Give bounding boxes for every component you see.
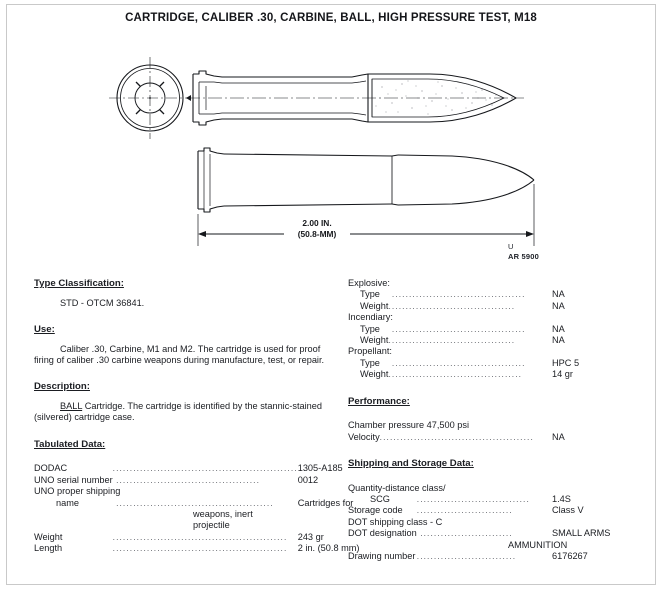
components-table [348, 278, 648, 381]
row-value-continuation [348, 540, 648, 551]
quantity-distance-label: Quantity-distance class/ [348, 482, 446, 493]
table-row [348, 346, 648, 357]
chamber-pressure-line: Chamber pressure 47,500 psi [348, 420, 470, 431]
row-label: Velocity [348, 431, 380, 442]
performance-table [348, 432, 648, 443]
table-row [348, 358, 648, 369]
heading-shipping-storage: Shipping and Storage Data: [348, 458, 474, 470]
dot-leader: ................................................... [112, 531, 288, 542]
row-value: 1.4S [552, 494, 571, 505]
row-label: Weight [34, 531, 63, 542]
table-row [348, 432, 648, 443]
dot-shipping-class-line: DOT shipping class - C [348, 516, 443, 527]
row-value: NA [552, 431, 565, 442]
heading-tabulated-data: Tabulated Data: [34, 438, 106, 450]
description-text: Cartridge. The cartridge is identified by the stannic-stained (silvered) cartridge case. [34, 401, 322, 423]
table-row [34, 475, 402, 486]
dot-leader: .............................................. [112, 497, 274, 508]
row-label: UNO serial number [34, 474, 113, 485]
dot-leader: ........................... [416, 528, 513, 539]
row-value: 2 in. (50.8 mm) [297, 543, 360, 554]
heading-type-classification: Type Classification: [34, 278, 124, 289]
table-row [348, 494, 648, 505]
table-row [34, 463, 402, 474]
dot-leader: ....................................... [388, 357, 526, 368]
type-classification-body: STD - OTCM 36841. [60, 297, 145, 308]
continuation-line: weapons, inert [193, 509, 253, 520]
figure-reference [508, 242, 539, 261]
shipping-storage-table [348, 483, 648, 563]
continuation-line: projectile [193, 520, 230, 531]
row-label: Storage code [348, 505, 403, 516]
row-label: Weight [360, 300, 389, 311]
table-row [348, 505, 648, 516]
figure-reference-number: AR 5900 [508, 251, 540, 261]
row-value: SMALL ARMS [552, 528, 611, 539]
table-row [348, 312, 648, 323]
description-body [34, 401, 334, 424]
dimension-label-inches: 2.00 IN. [302, 218, 332, 228]
headstamp-end-view [109, 57, 191, 139]
row-value: NA [552, 323, 565, 334]
group-heading-incendiary: Incendiary: [348, 312, 393, 323]
row-label: Type [360, 289, 380, 300]
dot-leader: ................................................... [112, 543, 288, 554]
description-lead: BALL [60, 401, 83, 411]
table-row [348, 369, 648, 380]
heading-performance: Performance: [348, 395, 410, 407]
dimension-line [198, 184, 534, 246]
right-text-column [348, 278, 648, 563]
table-row [34, 498, 402, 509]
group-heading-propellant: Propellant: [348, 346, 392, 357]
core-fill-texture [375, 80, 496, 114]
dot-leader: ............................. [416, 551, 517, 562]
continuation-line: AMMUNITION [508, 539, 568, 550]
table-row [348, 528, 648, 539]
dot-leader: ................................. [416, 494, 530, 505]
cartridge-drawing [0, 46, 662, 276]
table-row [348, 335, 648, 346]
row-label: Type [360, 323, 380, 334]
heading-description: Description: [34, 381, 90, 393]
row-label: Length [34, 543, 63, 554]
document-title: CARTRIDGE, CALIBER .30, CARBINE, BALL, HIGH PRESSURE TEST, M18 [125, 12, 537, 24]
table-row [348, 289, 648, 300]
row-value-continuation [34, 509, 402, 532]
table-row [34, 543, 402, 554]
cartridge-outline-view [198, 148, 534, 212]
row-value: NA [552, 300, 565, 311]
row-value: 6176267 [552, 551, 588, 562]
table-row [348, 517, 648, 528]
row-value: Cartridges for [297, 497, 354, 508]
figure-reference-u: U [508, 242, 514, 251]
group-heading-explosive: Explosive: [348, 278, 390, 288]
tabulated-data-table [34, 463, 402, 554]
row-value: 1305-A185 [297, 463, 343, 474]
row-value: 243 gr [297, 531, 324, 542]
row-label: Weight [360, 335, 389, 346]
table-row [34, 532, 402, 543]
row-label: Weight [360, 369, 389, 380]
table-row [348, 278, 648, 289]
table-row [348, 301, 648, 312]
row-label: DOT designation [348, 528, 417, 539]
table-row [348, 540, 648, 551]
dot-leader: ..................................... [388, 300, 516, 311]
table-row [348, 551, 648, 562]
row-value: HPC 5 [552, 357, 580, 368]
cartridge-figure [0, 46, 662, 276]
row-value: 0012 [297, 474, 319, 485]
table-row [348, 324, 648, 335]
use-body: Caliber .30, Carbine, M1 and M2. The cartridge is used for proof firing of caliber .30 carbine weapons during manufacture, test, or repair. [34, 343, 325, 365]
heading-use: Use: [34, 324, 55, 335]
dot-leader: ....................................... [388, 289, 526, 300]
dot-leader: ....................................... [388, 369, 523, 380]
row-label: SCG [370, 494, 390, 505]
row-value: 14 gr [552, 369, 573, 380]
dot-leader: .......................................... [112, 474, 260, 485]
row-label: Type [360, 357, 380, 368]
dot-leader: ...................................................... [112, 463, 298, 474]
table-row [34, 486, 402, 497]
row-label: DODAC [34, 463, 68, 474]
row-label: Drawing number [348, 551, 416, 562]
table-row [348, 483, 648, 494]
row-label-group: UNO proper shipping [34, 486, 121, 497]
dot-leader: ....................................... [388, 323, 526, 334]
dimension-label-mm: (50.8-MM) [297, 229, 337, 239]
left-text-column [34, 278, 360, 555]
dot-leader: ............................................. [379, 431, 534, 442]
cartridge-section-view [186, 71, 524, 125]
row-value: NA [552, 289, 565, 300]
row-value: NA [552, 335, 565, 346]
dot-leader: ..................................... [388, 335, 516, 346]
table-row [34, 509, 402, 532]
dot-leader: ............................ [416, 505, 513, 516]
row-value: Class V [552, 505, 584, 516]
row-label: name [56, 497, 79, 508]
